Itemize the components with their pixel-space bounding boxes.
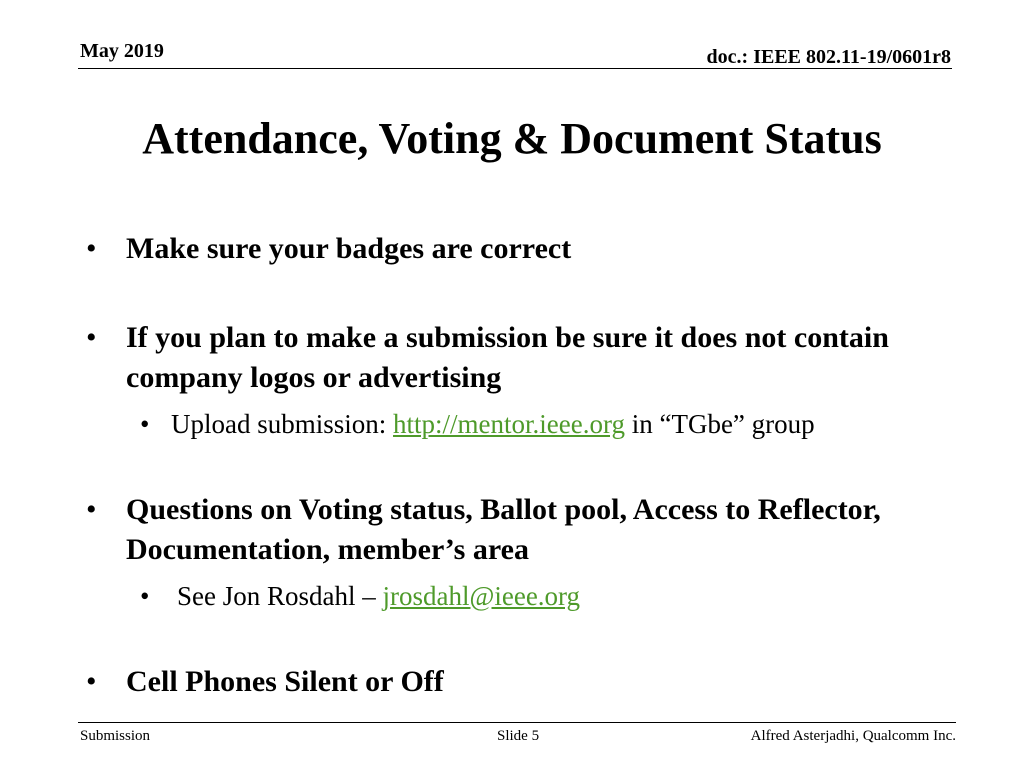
bullet-text: If you plan to make a submission be sure it does not contain company logos or advertising bbox=[126, 321, 889, 394]
bullet-glyph: • bbox=[86, 493, 97, 526]
sub-bullet-text bbox=[171, 407, 815, 441]
bullet-text: Cell Phones Silent or Off bbox=[126, 665, 444, 698]
sub-bullet-contact bbox=[140, 579, 580, 613]
bullet-cell-phones bbox=[86, 662, 926, 702]
sub-bullet-prefix: See Jon Rosdahl – bbox=[177, 581, 383, 611]
bullet-text: Make sure your badges are correct bbox=[126, 232, 572, 265]
bullet-submission bbox=[86, 318, 926, 398]
header-document-id: doc.: IEEE 802.11-19/0601r8 bbox=[706, 46, 951, 68]
sub-bullet-upload bbox=[140, 407, 815, 441]
header-divider bbox=[78, 68, 952, 69]
footer-slide-number: Slide 5 bbox=[497, 728, 540, 744]
bullet-badges bbox=[86, 229, 926, 269]
footer-author: Alfred Asterjadhi, Qualcomm Inc. bbox=[750, 728, 956, 744]
footer-divider bbox=[78, 722, 956, 723]
slide-title: Attendance, Voting & Document Status bbox=[142, 114, 882, 163]
sub-bullet-suffix: in “TGbe” group bbox=[624, 409, 815, 439]
bullet-glyph: • bbox=[86, 321, 97, 354]
sub-bullet-glyph: • bbox=[140, 581, 150, 611]
header-date: May 2019 bbox=[80, 40, 164, 62]
bullet-glyph: • bbox=[86, 665, 97, 698]
footer-submission: Submission bbox=[80, 728, 151, 744]
bullet-voting-questions bbox=[86, 490, 926, 570]
email-link[interactable]: jrosdahl@ieee.org bbox=[382, 581, 581, 611]
sub-bullet-prefix: Upload submission: bbox=[171, 409, 394, 439]
sub-bullet-text bbox=[177, 579, 580, 613]
bullet-text: Questions on Voting status, Ballot pool, Access to Reflector, Documentation, member’s area bbox=[126, 493, 881, 566]
mentor-link[interactable]: http://mentor.ieee.org bbox=[393, 409, 625, 439]
sub-bullet-glyph: • bbox=[140, 409, 150, 439]
bullet-glyph: • bbox=[86, 232, 97, 265]
